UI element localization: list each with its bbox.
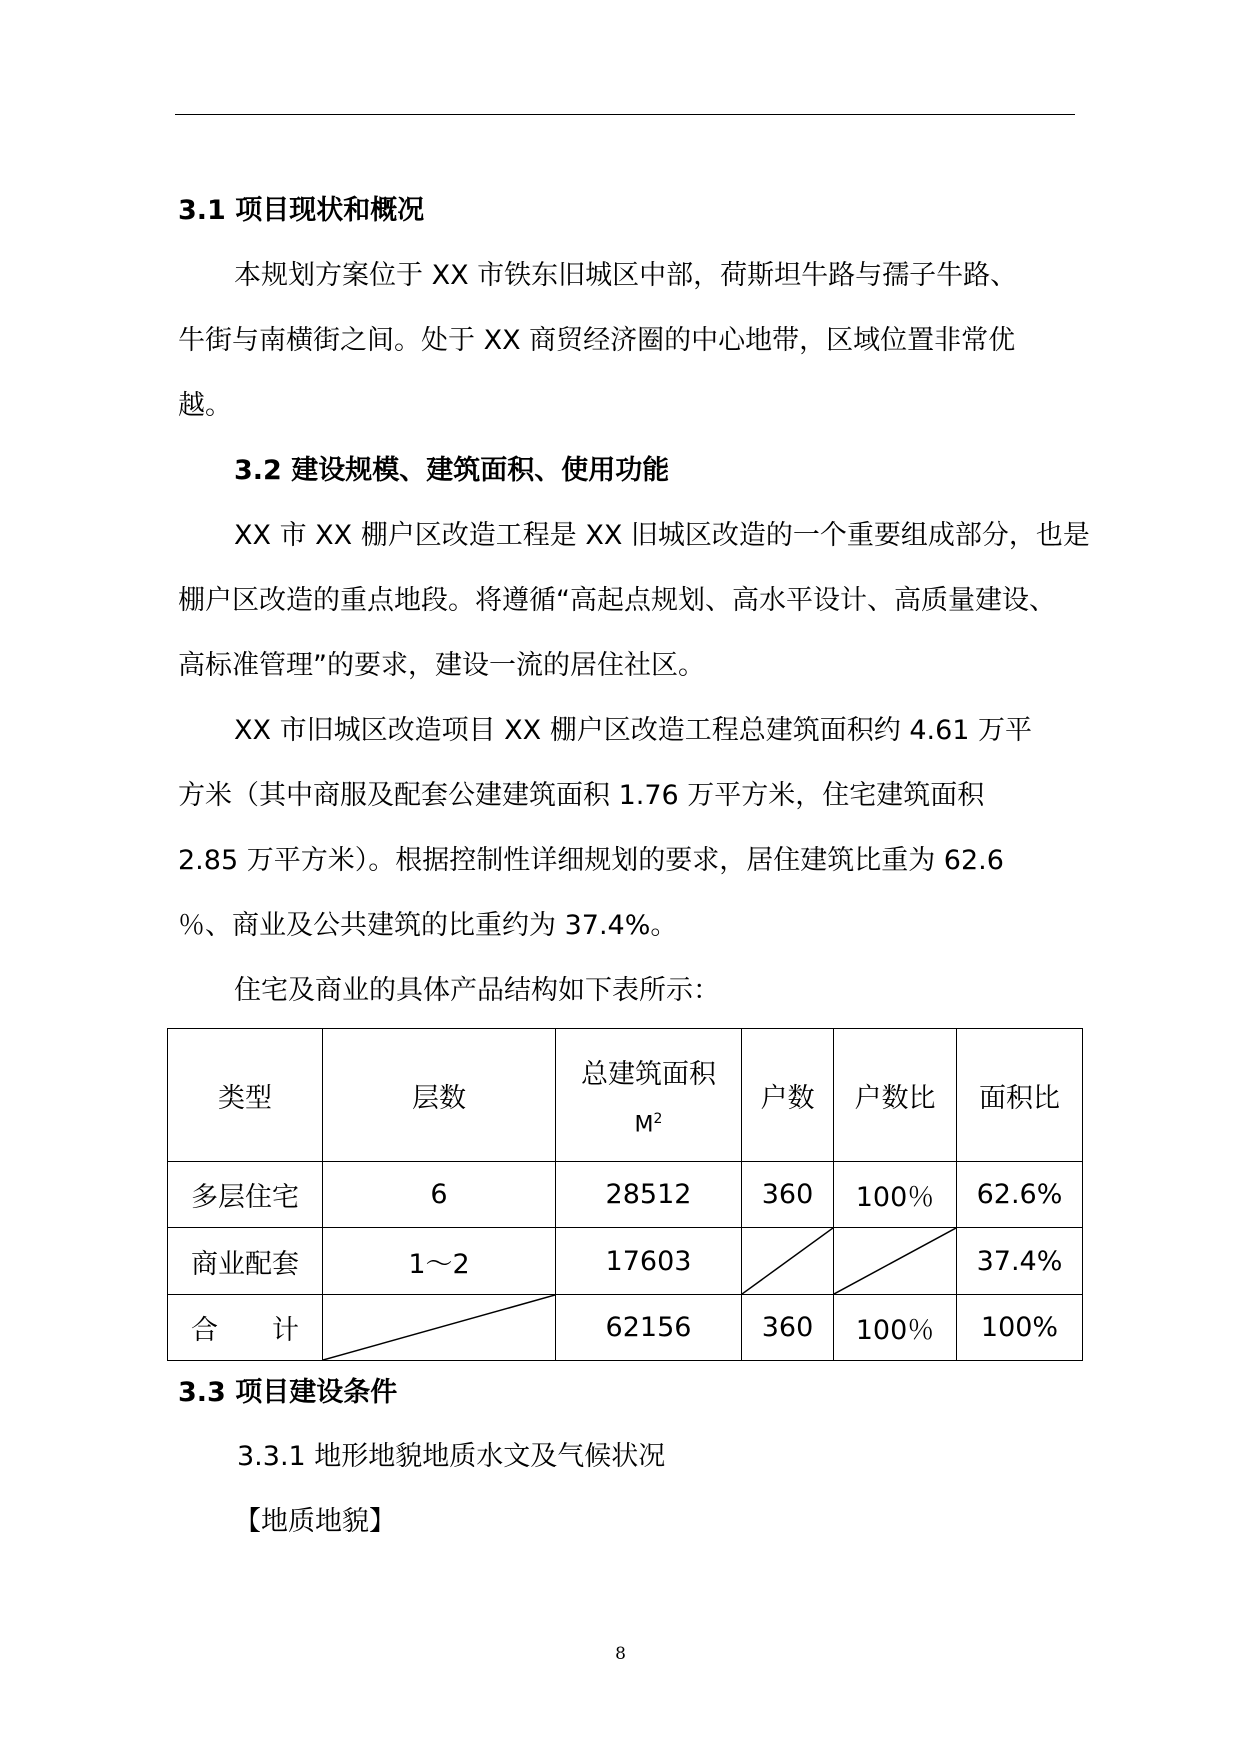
cell-area: 62156 xyxy=(556,1295,742,1361)
cell-households-empty xyxy=(742,1228,834,1295)
header-cell-households: 户数 xyxy=(742,1029,834,1162)
unit-superscript: 2 xyxy=(653,1111,663,1128)
header-cell-area-ratio: 面积比 xyxy=(957,1029,1083,1162)
cell-area: 28512 xyxy=(556,1162,742,1228)
cell-type: 商业配套 xyxy=(168,1228,323,1295)
cell-household-ratio: 100％ xyxy=(834,1295,957,1361)
paragraph-line: 方米（其中商服及配套公建建筑面积 1.76 万平方米，住宅建筑面积 xyxy=(178,780,985,811)
cell-floors: 6 xyxy=(323,1162,556,1228)
cell-type: 多层住宅 xyxy=(168,1162,323,1228)
cell-area-ratio: 62.6% xyxy=(957,1162,1083,1228)
table-row-total xyxy=(168,1295,1083,1361)
cell-floors: 1～2 xyxy=(323,1228,556,1295)
cell-type-total xyxy=(168,1295,323,1361)
subsection-heading: 3.3.1 地形地貌地质水文及气候状况 xyxy=(237,1441,666,1472)
paragraph-line: XX 市 XX 棚户区改造工程是 XX 旧城区改造的一个重要组成部分，也是 xyxy=(234,520,1090,551)
page-number: 8 xyxy=(615,1644,626,1664)
paragraph-line: 2.85 万平方米）。根据控制性详细规划的要求，居住建筑比重为 62.6 xyxy=(178,845,1004,876)
cell-households: 360 xyxy=(742,1162,834,1228)
paragraph-line: 棚户区改造的重点地段。将遵循“高起点规划、高水平设计、高质量建设、 xyxy=(178,585,1056,616)
section-heading-3-2: 3.2 建设规模、建筑面积、使用功能 xyxy=(234,455,670,486)
paragraph-line: ％、商业及公共建筑的比重约为 37.4%。 xyxy=(178,910,678,941)
paragraph-line: XX 市旧城区改造项目 XX 棚户区改造工程总建筑面积约 4.61 万平 xyxy=(234,715,1033,746)
header-cell-floors: 层数 xyxy=(323,1029,556,1162)
cell-household-ratio-empty xyxy=(834,1228,957,1295)
diagonal-slash xyxy=(834,1228,956,1294)
header-area-unit xyxy=(556,1111,741,1137)
header-cell-area xyxy=(556,1029,742,1162)
header-rule xyxy=(175,114,1075,115)
header-cell-household-ratio: 户数比 xyxy=(834,1029,957,1162)
diagonal-slash xyxy=(742,1228,833,1294)
paragraph-line: 本规划方案位于 XX 市铁东旧城区中部，荷斯坦牛路与孺子牛路、 xyxy=(234,260,1018,291)
cell-area-ratio: 100% xyxy=(957,1295,1083,1361)
paragraph-line: 越。 xyxy=(178,390,232,421)
section-heading-3-1: 3.1 项目现状和概况 xyxy=(178,195,425,226)
total-label-a: 合 xyxy=(191,1315,218,1346)
cell-households: 360 xyxy=(742,1295,834,1361)
header-cell-type: 类型 xyxy=(168,1029,323,1162)
cell-area-ratio: 37.4% xyxy=(957,1228,1083,1295)
unit-m: M xyxy=(634,1112,654,1138)
table-row xyxy=(168,1162,1083,1228)
diagonal-slash xyxy=(323,1295,555,1360)
paragraph-line: 高标准管理”的要求，建设一流的居住社区。 xyxy=(178,650,705,681)
total-label-b: 计 xyxy=(272,1315,299,1346)
header-area-label: 总建筑面积 xyxy=(581,1059,716,1091)
cell-floors-empty xyxy=(323,1295,556,1361)
table-row xyxy=(168,1228,1083,1295)
product-structure-table xyxy=(167,1028,1083,1361)
section-heading-3-3: 3.3 项目建设条件 xyxy=(178,1377,398,1408)
paragraph-line: 牛街与南横街之间。处于 XX 商贸经济圈的中心地带，区域位置非常优 xyxy=(178,325,1016,356)
bracket-heading: 【地质地貌】 xyxy=(234,1506,396,1537)
table-header-row xyxy=(168,1029,1083,1162)
cell-household-ratio: 100％ xyxy=(834,1162,957,1228)
cell-area: 17603 xyxy=(556,1228,742,1295)
table-intro: 住宅及商业的具体产品结构如下表所示： xyxy=(234,975,720,1006)
